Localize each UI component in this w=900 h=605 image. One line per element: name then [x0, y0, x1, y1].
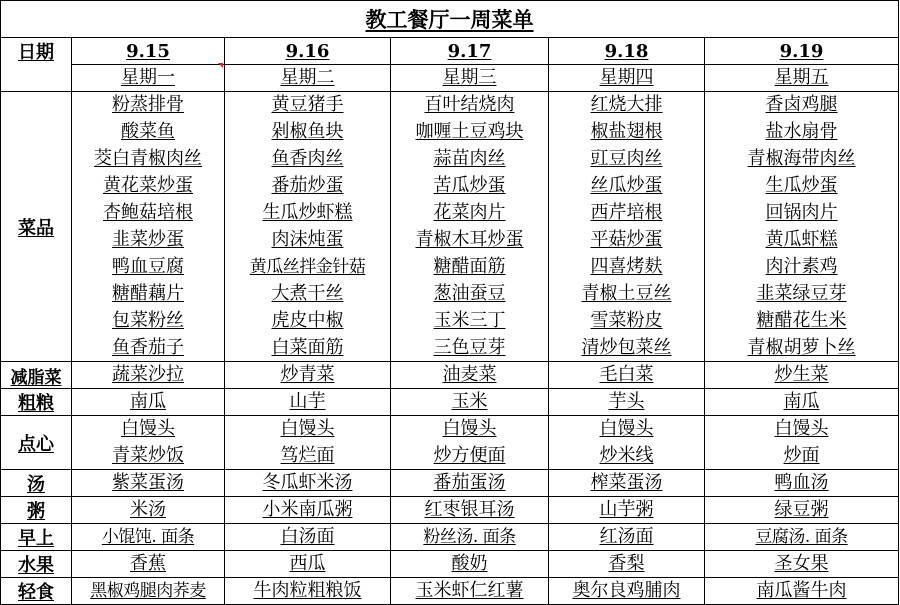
- date-cell: 9.15: [72, 38, 225, 65]
- dish-cell: 生瓜炒蛋: [705, 173, 899, 200]
- dish-cell: 圣女果: [705, 551, 899, 578]
- dish-cell: 雪菜粉皮: [549, 308, 705, 335]
- menu-row: [1, 200, 899, 227]
- dish-cell: 南瓜酱牛肉: [705, 578, 899, 605]
- dish-cell: 苦瓜炒蛋: [391, 173, 549, 200]
- dish-cell: 四喜烤麸: [549, 254, 705, 281]
- date-cell: 9.16: [225, 38, 391, 65]
- date-cell: 9.19: [705, 38, 899, 65]
- cell-comment-marker-icon: [218, 63, 223, 68]
- menu-row: [1, 119, 899, 146]
- menu-row: [1, 497, 899, 524]
- menu-row: [1, 92, 899, 119]
- dish-cell: 鸭血汤: [705, 470, 899, 497]
- dish-cell: 南瓜: [705, 389, 899, 416]
- dish-cell: 山芋粥: [549, 497, 705, 524]
- dish-cell: 炒生菜: [705, 362, 899, 389]
- menu-row: [1, 335, 899, 362]
- dish-cell: 香梨: [549, 551, 705, 578]
- dish-cell: 包菜粉丝: [72, 308, 225, 335]
- menu-row: [1, 551, 899, 578]
- dish-cell: 小馄饨. 面条: [72, 524, 225, 551]
- dish-cell: 白馒头: [549, 416, 705, 443]
- dish-cell: 粉蒸排骨: [72, 92, 225, 119]
- weekday-cell: 星期三: [391, 65, 549, 92]
- menu-row: [1, 254, 899, 281]
- weekday-cell: 星期一: [72, 65, 225, 92]
- dish-cell: 小米南瓜粥: [225, 497, 391, 524]
- dish-cell: 糖醋藕片: [72, 281, 225, 308]
- dish-cell: 韭菜绿豆芽: [705, 281, 899, 308]
- dish-cell: 白馒头: [705, 416, 899, 443]
- menu-row: [1, 524, 899, 551]
- category-label: 轻食: [1, 578, 72, 605]
- dish-cell: 青椒胡萝卜丝: [705, 335, 899, 362]
- dish-cell: 番茄炒蛋: [225, 173, 391, 200]
- dish-cell: 玉米虾仁红薯: [391, 578, 549, 605]
- dish-cell: 白菜面筋: [225, 335, 391, 362]
- weekday-row: [1, 65, 899, 92]
- category-label: 早上: [1, 524, 72, 551]
- category-label: 菜品: [1, 92, 72, 362]
- menu-row: [1, 281, 899, 308]
- dish-cell: 玉米三丁: [391, 308, 549, 335]
- dish-cell: 黄瓜虾糕: [705, 227, 899, 254]
- dish-cell: 青椒木耳炒蛋: [391, 227, 549, 254]
- dish-cell: 红枣银耳汤: [391, 497, 549, 524]
- dish-cell: 肉汁素鸡: [705, 254, 899, 281]
- menu-row: [1, 308, 899, 335]
- dish-cell: 盐水扇骨: [705, 119, 899, 146]
- date-cell: 9.18: [549, 38, 705, 65]
- category-label: 点心: [1, 416, 72, 470]
- dish-cell: 红汤面: [549, 524, 705, 551]
- dish-cell: 芋头: [549, 389, 705, 416]
- dish-cell: 南瓜: [72, 389, 225, 416]
- dish-cell: 花菜肉片: [391, 200, 549, 227]
- dish-cell: 酸菜鱼: [72, 119, 225, 146]
- menu-row: [1, 470, 899, 497]
- dish-cell: 笃烂面: [225, 443, 391, 470]
- dish-cell: 白馒头: [72, 416, 225, 443]
- dish-cell: 鸭血豆腐: [72, 254, 225, 281]
- dish-cell: 鱼香肉丝: [225, 146, 391, 173]
- menu-row: [1, 443, 899, 470]
- category-label: 减脂菜: [1, 362, 72, 389]
- dish-cell: 炒米线: [549, 443, 705, 470]
- dish-cell: 黄花菜炒蛋: [72, 173, 225, 200]
- dish-cell: 韭菜炒蛋: [72, 227, 225, 254]
- dish-cell: 奥尔良鸡脯肉: [549, 578, 705, 605]
- dish-cell: 葱油蚕豆: [391, 281, 549, 308]
- dish-cell: 榨菜蛋汤: [549, 470, 705, 497]
- dish-cell: 清炒包菜丝: [549, 335, 705, 362]
- dish-cell: 米汤: [72, 497, 225, 524]
- dish-cell: 鱼香茄子: [72, 335, 225, 362]
- dish-cell: 番茄蛋汤: [391, 470, 549, 497]
- dish-cell: 香卤鸡腿: [705, 92, 899, 119]
- menu-row: [1, 416, 899, 443]
- dish-cell: 炒面: [705, 443, 899, 470]
- dish-cell: 青椒海带肉丝: [705, 146, 899, 173]
- dish-cell: 青椒土豆丝: [549, 281, 705, 308]
- dish-cell: 茭白青椒肉丝: [72, 146, 225, 173]
- dish-cell: 黄豆猪手: [225, 92, 391, 119]
- dish-cell: 白汤面: [225, 524, 391, 551]
- dish-cell: 白馒头: [225, 416, 391, 443]
- dish-cell: 西芹培根: [549, 200, 705, 227]
- dish-cell: 百叶结烧肉: [391, 92, 549, 119]
- dish-cell: 青菜炒饭: [72, 443, 225, 470]
- category-label: 汤: [1, 470, 72, 497]
- menu-row: [1, 578, 899, 605]
- dish-cell: 三色豆芽: [391, 335, 549, 362]
- dish-cell: 咖喱土豆鸡块: [391, 119, 549, 146]
- dish-cell: 粉丝汤. 面条: [391, 524, 549, 551]
- dish-cell: 平菇炒蛋: [549, 227, 705, 254]
- date-row: [1, 38, 899, 65]
- dish-cell: 大煮干丝: [225, 281, 391, 308]
- weekday-cell: 星期五: [705, 65, 899, 92]
- category-label: 水果: [1, 551, 72, 578]
- dish-cell: 油麦菜: [391, 362, 549, 389]
- dish-cell: 牛肉粒粗粮饭: [225, 578, 391, 605]
- weekday-cell: 星期四: [549, 65, 705, 92]
- dish-cell: 剁椒鱼块: [225, 119, 391, 146]
- dish-cell: 糖醋面筋: [391, 254, 549, 281]
- date-cell: 9.17: [391, 38, 549, 65]
- dish-cell: 黑椒鸡腿肉荞麦: [72, 578, 225, 605]
- category-label: 粗粮: [1, 389, 72, 416]
- dish-cell: 蒜苗肉丝: [391, 146, 549, 173]
- dish-cell: 回锅肉片: [705, 200, 899, 227]
- menu-row: [1, 389, 899, 416]
- dish-cell: 山芋: [225, 389, 391, 416]
- dish-cell: 炒方便面: [391, 443, 549, 470]
- dish-cell: 酸奶: [391, 551, 549, 578]
- menu-row: [1, 173, 899, 200]
- dish-cell: 糖醋花生米: [705, 308, 899, 335]
- dish-cell: 玉米: [391, 389, 549, 416]
- dish-cell: 冬瓜虾米汤: [225, 470, 391, 497]
- dish-cell: 紫菜蛋汤: [72, 470, 225, 497]
- weekday-cell: 星期二: [225, 65, 391, 92]
- dish-cell: 红烧大排: [549, 92, 705, 119]
- dish-cell: 绿豆粥: [705, 497, 899, 524]
- dish-cell: 蔬菜沙拉: [72, 362, 225, 389]
- date-label: 日期: [1, 38, 72, 92]
- dish-cell: 豇豆肉丝: [549, 146, 705, 173]
- dish-cell: 杏鲍菇培根: [72, 200, 225, 227]
- dish-cell: 丝瓜炒蛋: [549, 173, 705, 200]
- dish-cell: 虎皮中椒: [225, 308, 391, 335]
- dish-cell: 黄瓜丝拌金针菇: [225, 254, 391, 281]
- dish-cell: 肉沫炖蛋: [225, 227, 391, 254]
- dish-cell: 西瓜: [225, 551, 391, 578]
- dish-cell: 炒青菜: [225, 362, 391, 389]
- category-label: 粥: [1, 497, 72, 524]
- menu-row: [1, 227, 899, 254]
- dish-cell: 生瓜炒虾糕: [225, 200, 391, 227]
- page-title: 教工餐厅一周菜单: [1, 1, 899, 38]
- menu-row: [1, 362, 899, 389]
- dish-cell: 白馒头: [391, 416, 549, 443]
- dish-cell: 香蕉: [72, 551, 225, 578]
- dish-cell: 椒盐翅根: [549, 119, 705, 146]
- dish-cell: 豆腐汤. 面条: [705, 524, 899, 551]
- menu-row: [1, 146, 899, 173]
- dish-cell: 毛白菜: [549, 362, 705, 389]
